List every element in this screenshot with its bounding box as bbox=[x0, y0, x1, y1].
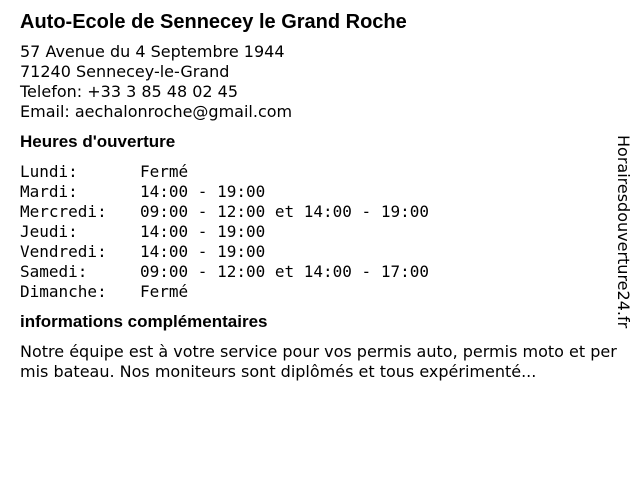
hours-time-saturday: 09:00 - 12:00 et 14:00 - 17:00 bbox=[140, 262, 429, 281]
hours-time-monday: Fermé bbox=[140, 162, 189, 181]
additional-info-text: Notre équipe est à votre service pour vos permis auto, permis moto et permis bateau. Nos moniteurs sont diplômés et tous expérimenté... bbox=[20, 342, 617, 381]
site-watermark-text: Horairesdouverture24.fr bbox=[614, 135, 633, 329]
address-city: 71240 Sennecey-le-Grand bbox=[20, 62, 230, 81]
hours-day-saturday: Samedi: bbox=[20, 262, 88, 281]
email-address: Email: aechalonroche@gmail.com bbox=[20, 102, 293, 121]
hours-day-sunday: Dimanche: bbox=[20, 282, 107, 301]
hours-time-sunday: Fermé bbox=[140, 282, 189, 301]
hours-day-friday: Vendredi: bbox=[20, 242, 107, 261]
hours-time-wednesday: 09:00 - 12:00 et 14:00 - 19:00 bbox=[140, 202, 429, 221]
business-card bbox=[20, 10, 632, 382]
hours-day-monday: Lundi: bbox=[20, 162, 78, 181]
hours-day-tuesday: Mardi: bbox=[20, 182, 78, 201]
phone-number: Telefon: +33 3 85 48 02 45 bbox=[20, 82, 239, 101]
opening-hours-table bbox=[20, 162, 632, 302]
hours-time-friday: 14:00 - 19:00 bbox=[140, 242, 266, 261]
opening-hours-title: Heures d'ouverture bbox=[20, 132, 176, 151]
hours-day-wednesday: Mercredi: bbox=[20, 202, 107, 221]
hours-time-tuesday: 14:00 - 19:00 bbox=[140, 182, 266, 201]
hours-day-thursday: Jeudi: bbox=[20, 222, 78, 241]
hours-time-thursday: 14:00 - 19:00 bbox=[140, 222, 266, 241]
additional-info-title: informations complémentaires bbox=[20, 312, 268, 331]
site-watermark bbox=[612, 135, 636, 345]
business-name: Auto-Ecole de Sennecey le Grand Roche bbox=[20, 11, 407, 33]
address-street: 57 Avenue du 4 Septembre 1944 bbox=[20, 42, 285, 61]
